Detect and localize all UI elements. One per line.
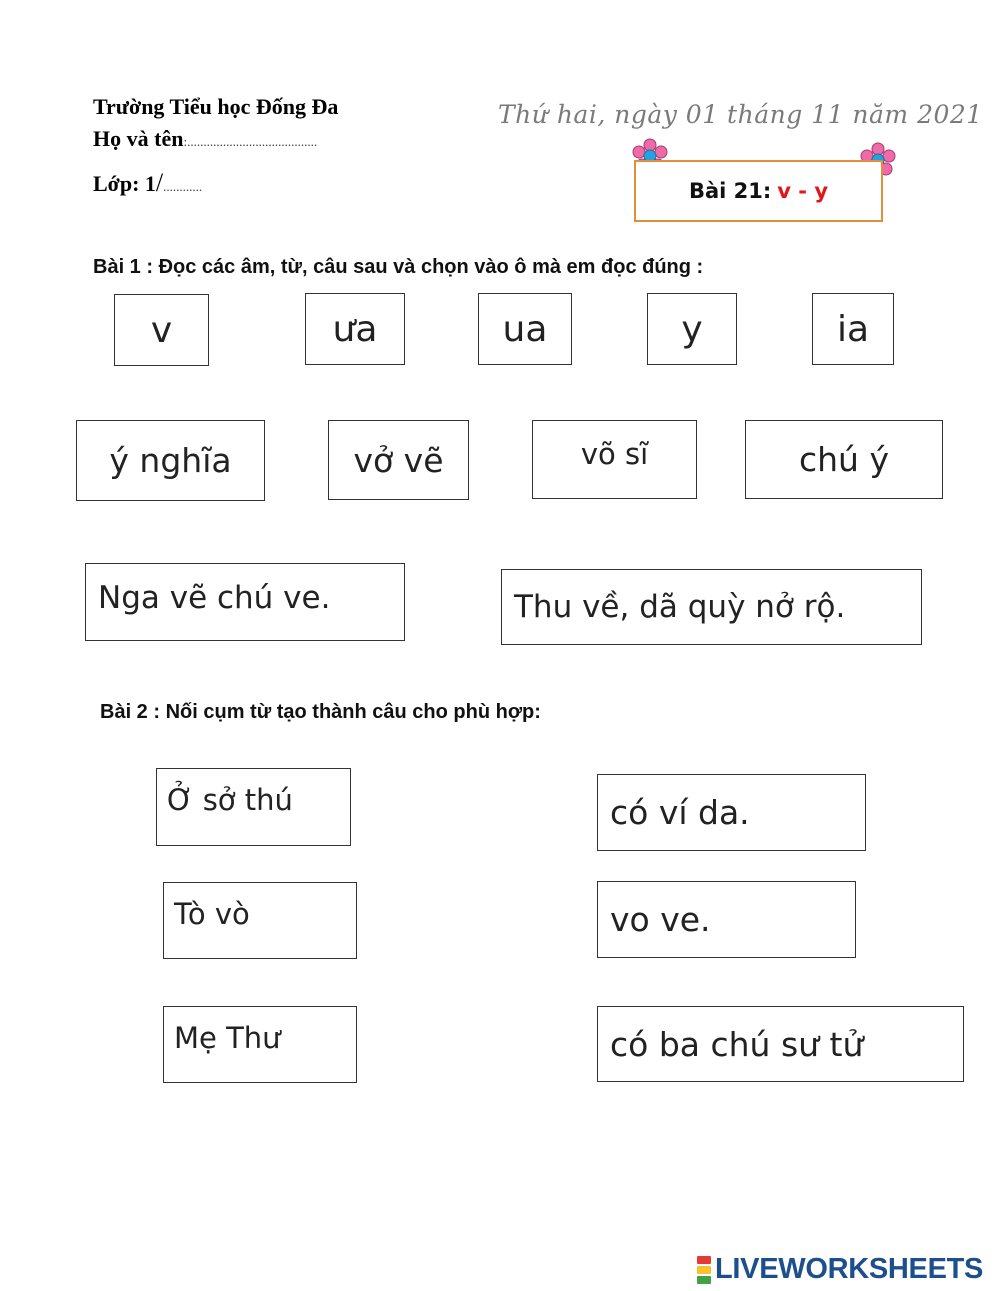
match-right-item[interactable]: có ba chú sư tử <box>597 1006 964 1082</box>
sound-box[interactable]: ua <box>478 293 572 365</box>
sound-box[interactable]: v <box>114 294 209 366</box>
brand-text: LIVEWORKSHEETS <box>715 1253 984 1285</box>
class-slash: / <box>155 168 164 197</box>
word-box[interactable]: vở vẽ <box>328 420 469 500</box>
sound-box[interactable]: ia <box>812 293 894 365</box>
lesson-label: Bài 21: <box>688 179 772 203</box>
name-dots: :........................................ <box>183 134 318 149</box>
match-left-item[interactable]: Ở sở thú <box>156 768 351 846</box>
match-right-item[interactable]: vo ve. <box>597 881 856 958</box>
match-left-item[interactable]: Mẹ Thư <box>163 1006 357 1083</box>
name-line <box>93 126 317 152</box>
sound-box[interactable]: ưa <box>305 293 405 365</box>
class-line <box>93 168 202 198</box>
word-box[interactable]: chú ý <box>745 420 943 499</box>
exercise1-instruction: Bài 1 : Đọc các âm, từ, câu sau và chọn vào ô mà em đọc đúng : <box>93 256 704 278</box>
word-box[interactable]: võ sĩ <box>532 420 697 499</box>
sentence-box[interactable]: Nga vẽ chú ve. <box>85 563 405 641</box>
sound-box[interactable]: y <box>647 293 737 365</box>
match-right-item[interactable]: có ví da. <box>597 774 866 851</box>
sentence-box[interactable]: Thu về, dã quỳ nở rộ. <box>501 569 922 645</box>
name-label: Họ và tên <box>93 126 184 151</box>
class-label: Lớp: 1 <box>93 171 156 196</box>
word-box[interactable]: ý nghĩa <box>76 420 265 501</box>
match-left-item[interactable]: Tò vò <box>163 882 357 959</box>
class-dots: ............ <box>163 179 203 194</box>
liveworksheets-logo-icon <box>697 1255 711 1285</box>
lesson-title-box <box>634 160 883 222</box>
exercise2-instruction: Bài 2 : Nối cụm từ tạo thành câu cho phù hợp: <box>100 701 541 723</box>
lesson-title: v - y <box>777 179 829 203</box>
date-text: Thứ hai, ngày 01 tháng 11 năm 2021 <box>498 100 983 129</box>
school-name: Trường Tiểu học Đống Đa <box>93 94 339 119</box>
liveworksheets-logo <box>697 1253 983 1286</box>
